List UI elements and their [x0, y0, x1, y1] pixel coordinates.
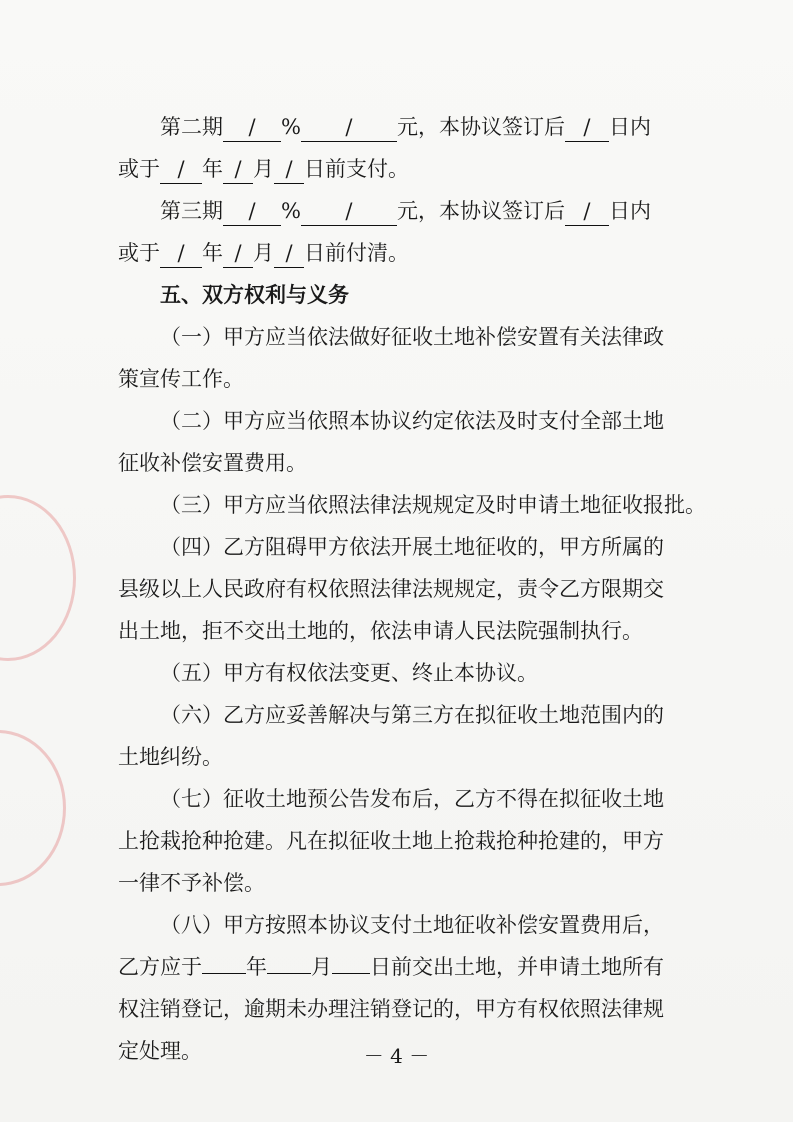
clause-8-line-2	[118, 946, 688, 988]
clause-line: 一律不予补偿。	[118, 871, 265, 895]
clause-line: （五）甲方有权依法变更、终止本协议。	[160, 661, 538, 685]
fill-blank: /	[301, 199, 397, 226]
line-text: 日内	[608, 115, 651, 139]
payment-line	[118, 106, 688, 148]
clause-line: 县级以上人民政府有权依照法律法规规定，责令乙方限期交	[118, 577, 664, 601]
payment-line	[118, 232, 688, 274]
clause-line: 策宣传工作。	[118, 367, 244, 391]
year-blank	[202, 947, 246, 974]
fill-blank: /	[160, 241, 202, 268]
clause-line: （三）甲方应当依照法律法规规定及时申请土地征收报批。	[160, 493, 706, 517]
document-body	[118, 106, 706, 1072]
red-seal-stamp-bottom	[0, 730, 66, 886]
clause-line: 土地纠纷。	[118, 745, 223, 769]
fill-blank: /	[274, 157, 304, 184]
fill-blank: /	[223, 199, 281, 226]
page-number: － 4 －	[363, 1044, 430, 1068]
payment-installment-lines	[118, 106, 688, 274]
line-text: 第二期	[160, 115, 223, 139]
clause	[118, 778, 688, 904]
clause	[118, 526, 688, 652]
clause-line: 出土地，拒不交出土地的，依法申请人民法院强制执行。	[118, 619, 643, 643]
day-blank	[332, 947, 370, 974]
fill-blank: /	[223, 157, 253, 184]
line-text: 日前付清。	[304, 241, 409, 265]
clause-line: （六）乙方应妥善解决与第三方在拟征收土地范围内的	[160, 703, 664, 727]
line-text: 月	[253, 157, 274, 181]
line-text: 第三期	[160, 199, 223, 223]
fill-blank: /	[160, 157, 202, 184]
clause-line: （二）甲方应当依照本协议约定依法及时支付全部土地	[160, 409, 664, 433]
line-text: 年	[202, 157, 223, 181]
red-seal-stamp-top	[0, 495, 76, 661]
line-text: 元，本协议签订后	[396, 115, 565, 139]
payment-line	[118, 190, 688, 232]
clause-8-prefix: 乙方应于	[118, 955, 202, 979]
clause-line: 上抢栽抢种抢建。凡在拟征收土地上抢栽抢种抢建的，甲方	[118, 829, 664, 853]
fill-blank: /	[223, 241, 253, 268]
clause-line: （七）征收土地预公告发布后，乙方不得在拟征收土地	[160, 787, 664, 811]
payment-line	[118, 148, 688, 190]
clause-8-line-3: 权注销登记，逾期未办理注销登记的，甲方有权依照法律规	[118, 997, 664, 1021]
clause-8-line-1: （八）甲方按照本协议支付土地征收补偿安置费用后，	[160, 913, 664, 937]
fill-blank: /	[565, 199, 609, 226]
clause	[118, 694, 688, 778]
line-text: 日前支付。	[304, 157, 409, 181]
fill-blank: /	[274, 241, 304, 268]
clause	[118, 316, 688, 400]
clause-8-line-4: 定处理。	[118, 1039, 202, 1063]
clause-line: （一）甲方应当依法做好征收土地补偿安置有关法律政	[160, 325, 664, 349]
line-text: 月	[253, 241, 274, 265]
fill-blank: /	[223, 115, 281, 142]
month-label: 月	[311, 955, 332, 979]
clause	[118, 652, 688, 694]
section-heading: 五、双方权利与义务	[160, 282, 349, 307]
line-text: 日内	[608, 199, 651, 223]
clause-8-suffix: 日前交出土地，并申请土地所有	[370, 955, 664, 979]
fill-blank: /	[565, 115, 609, 142]
fill-blank: /	[301, 115, 397, 142]
rights-obligations-list	[118, 316, 706, 904]
line-text: 元，本协议签订后	[396, 199, 565, 223]
line-text: 或于	[118, 157, 160, 181]
line-text: 年	[202, 241, 223, 265]
clause	[118, 484, 706, 526]
clause-line: 征收补偿安置费用。	[118, 451, 307, 475]
line-text: %	[281, 115, 301, 139]
clause-line: （四）乙方阻碍甲方依法开展土地征收的，甲方所属的	[160, 535, 664, 559]
month-blank	[267, 947, 311, 974]
line-text: 或于	[118, 241, 160, 265]
clause	[118, 400, 688, 484]
line-text: %	[281, 199, 301, 223]
year-label: 年	[246, 955, 267, 979]
